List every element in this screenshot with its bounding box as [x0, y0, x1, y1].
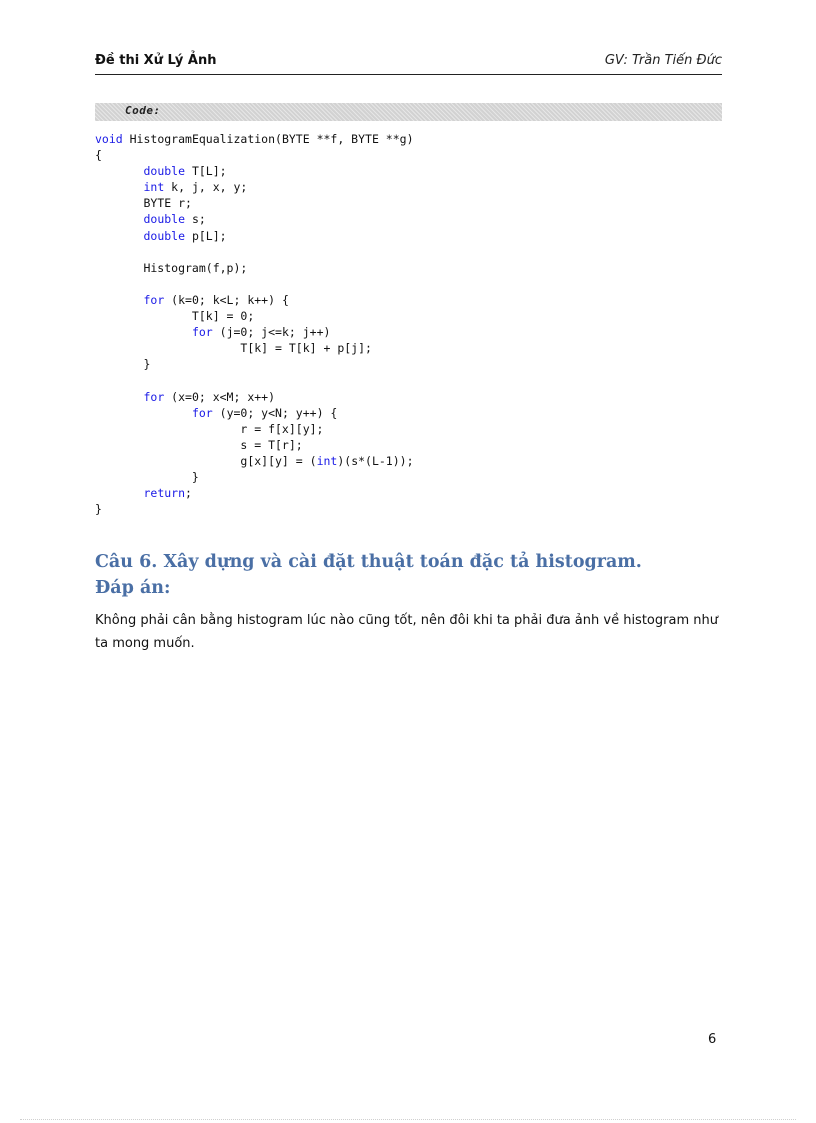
code-text: HistogramEqualization(BYTE **f, BYTE **g) — [122, 132, 414, 146]
page-header — [95, 52, 722, 75]
code-line — [95, 453, 414, 469]
code-text: T[k] = 0; — [95, 309, 255, 324]
code-text: )(s*(L-1)); — [337, 453, 414, 468]
question-heading: Câu 6. Xây dựng và cài đặt thuật toán đặc tả histogram. — [95, 552, 642, 572]
code-text: (j=0; j<=k; j++) — [212, 325, 331, 340]
code-line — [95, 228, 414, 244]
code-text: BYTE r; — [95, 196, 192, 211]
code-keyword: for — [143, 389, 165, 404]
code-text: s = T[r]; — [95, 437, 303, 452]
code-keyword: int — [143, 180, 165, 195]
code-text — [95, 293, 143, 307]
code-line — [95, 405, 414, 421]
code-line — [95, 356, 414, 372]
code-keyword: void — [95, 132, 123, 146]
code-line — [95, 211, 414, 227]
code-line — [95, 421, 414, 437]
code-line — [95, 147, 414, 163]
answer-paragraph: Không phải cân bằng histogram lúc nào cũng tốt, nên đôi khi ta phải đưa ảnh về histogram như ta mong muốn. — [95, 613, 718, 651]
code-text: { — [95, 148, 102, 163]
code-line — [95, 389, 414, 405]
code-keyword: for — [191, 405, 213, 420]
code-label: Code: — [125, 104, 161, 117]
code-text: (y=0; y<N; y++) { — [212, 405, 338, 420]
code-text — [95, 486, 143, 500]
code-text: p[L]; — [185, 228, 227, 243]
code-line — [95, 260, 414, 276]
code-text: } — [95, 469, 199, 484]
code-line — [95, 340, 414, 356]
code-line — [95, 308, 414, 324]
code-line — [95, 485, 414, 501]
code-text — [95, 180, 143, 194]
page-bottom-border — [20, 1119, 796, 1120]
code-keyword: int — [316, 453, 338, 468]
code-line — [95, 501, 414, 517]
code-text: k, j, x, y; — [164, 180, 248, 195]
code-line — [95, 292, 414, 308]
code-keyword: return — [143, 486, 186, 501]
code-text — [95, 390, 143, 404]
code-text: (k=0; k<L; k++) { — [164, 292, 289, 307]
code-line — [95, 131, 414, 147]
code-text: r = f[x][y]; — [95, 421, 324, 436]
code-text: s; — [185, 212, 206, 227]
code-text: T[k] = T[k] + p[j]; — [95, 341, 372, 356]
code-line — [95, 195, 414, 211]
code-text — [95, 229, 143, 243]
code-line — [95, 324, 414, 340]
author-name: GV: Trần Tiến Đức — [604, 53, 722, 68]
code-text: g[x][y] = ( — [95, 453, 317, 468]
code-text — [95, 325, 192, 339]
code-text: } — [95, 502, 102, 517]
code-keyword: double — [143, 228, 186, 243]
code-label-bar — [95, 103, 722, 121]
code-text: T[L]; — [185, 164, 227, 179]
code-keyword: for — [143, 292, 165, 307]
code-line — [95, 276, 414, 292]
code-line — [95, 244, 414, 260]
code-line — [95, 163, 414, 179]
code-keyword: double — [143, 212, 186, 227]
code-text — [95, 406, 192, 420]
answer-heading: Đáp án: — [95, 578, 171, 598]
code-line — [95, 437, 414, 453]
code-line — [95, 372, 414, 388]
code-line — [95, 179, 414, 195]
page-number: 6 — [708, 1032, 717, 1047]
code-text: (x=0; x<M; x++) — [164, 389, 276, 404]
code-line — [95, 469, 414, 485]
code-text — [95, 212, 143, 226]
code-text — [95, 164, 143, 178]
document-title: Đề thi Xử Lý Ảnh — [95, 53, 217, 68]
code-keyword: double — [143, 164, 186, 179]
code-block — [95, 131, 414, 517]
code-text: ; — [185, 486, 192, 501]
code-keyword: for — [191, 325, 213, 340]
code-text: } — [95, 357, 151, 372]
code-text: Histogram(f,p); — [95, 260, 248, 275]
